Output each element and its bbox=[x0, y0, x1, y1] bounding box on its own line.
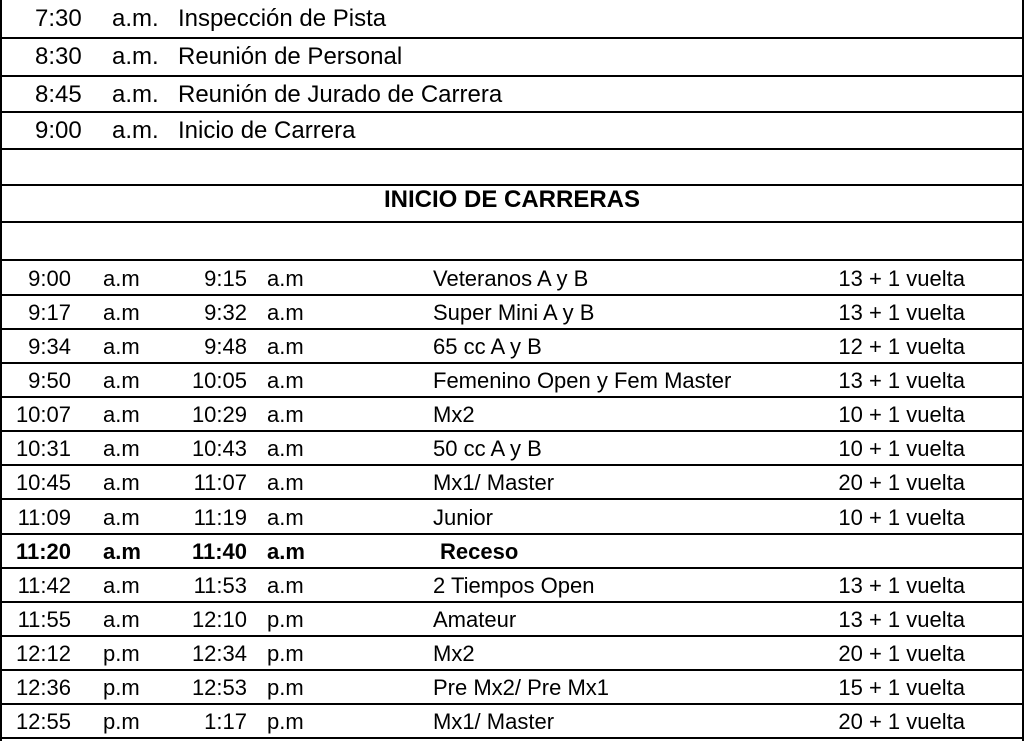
race-start-time: 10:45 bbox=[15, 470, 71, 495]
race-start-ampm: a.m bbox=[103, 334, 140, 359]
race-end-time: 9:32 bbox=[204, 300, 247, 325]
race-category: Amateur bbox=[433, 607, 517, 632]
race-end-time: 12:34 bbox=[191, 641, 247, 666]
schedule-time: 8:30 bbox=[35, 43, 82, 70]
race-laps: 20 + 1 vuelta bbox=[838, 709, 965, 734]
race-row bbox=[0, 261, 1024, 295]
race-row bbox=[0, 397, 1024, 431]
schedule-ampm: a.m. bbox=[112, 5, 159, 32]
race-start-ampm: a.m bbox=[103, 368, 140, 393]
row-divider bbox=[0, 328, 1024, 330]
schedule-event: Inicio de Carrera bbox=[178, 117, 356, 144]
race-row bbox=[0, 363, 1024, 397]
race-row bbox=[0, 431, 1024, 465]
race-start-time: 11:09 bbox=[17, 505, 71, 530]
race-row bbox=[0, 568, 1024, 602]
race-row bbox=[0, 465, 1024, 499]
race-start-time: 12:36 bbox=[15, 675, 71, 700]
race-category: Super Mini A y B bbox=[433, 300, 595, 325]
race-start-ampm: a.m bbox=[103, 505, 140, 530]
race-start-ampm: p.m bbox=[103, 709, 140, 734]
race-row bbox=[0, 704, 1024, 738]
race-end-ampm: a.m bbox=[267, 266, 304, 291]
race-laps: 13 + 1 vuelta bbox=[838, 607, 965, 632]
row-divider bbox=[0, 703, 1024, 705]
row-divider bbox=[0, 259, 1024, 261]
race-end-time: 12:10 bbox=[191, 607, 247, 632]
race-row bbox=[0, 636, 1024, 670]
schedule-ampm: a.m. bbox=[112, 81, 159, 108]
race-start-ampm: p.m bbox=[103, 641, 140, 666]
race-category: Veteranos A y B bbox=[433, 266, 589, 291]
race-start-time: 11:20 bbox=[15, 539, 71, 564]
race-category: Mx1/ Master bbox=[433, 470, 555, 495]
race-start-ampm: a.m bbox=[103, 300, 140, 325]
row-divider bbox=[0, 430, 1024, 432]
schedule-ampm: a.m. bbox=[112, 117, 159, 144]
race-end-ampm: p.m bbox=[267, 675, 304, 700]
race-end-time: 9:15 bbox=[204, 266, 247, 291]
race-laps: 10 + 1 vuelta bbox=[838, 402, 965, 427]
race-laps: 13 + 1 vuelta bbox=[838, 266, 965, 291]
race-start-ampm: a.m bbox=[103, 607, 140, 632]
row-divider bbox=[0, 111, 1024, 113]
race-end-ampm: a.m bbox=[267, 334, 304, 359]
race-start-time: 10:07 bbox=[15, 402, 71, 427]
row-divider bbox=[0, 37, 1024, 39]
race-category: Receso bbox=[440, 539, 519, 564]
race-laps: 20 + 1 vuelta bbox=[838, 641, 965, 666]
row-divider bbox=[0, 737, 1024, 739]
race-start-time: 12:12 bbox=[15, 641, 71, 666]
row-divider bbox=[0, 75, 1024, 77]
race-start-ampm: p.m bbox=[103, 675, 140, 700]
race-laps: 10 + 1 vuelta bbox=[838, 436, 965, 461]
race-laps: 12 + 1 vuelta bbox=[838, 334, 965, 359]
race-end-time: 10:05 bbox=[191, 368, 247, 393]
schedule-event: Inspección de Pista bbox=[178, 5, 387, 32]
race-start-time: 11:55 bbox=[17, 607, 71, 632]
schedule-ampm: a.m. bbox=[112, 43, 159, 70]
race-laps: 13 + 1 vuelta bbox=[838, 300, 965, 325]
race-category: 65 cc A y B bbox=[433, 334, 542, 359]
race-row bbox=[0, 295, 1024, 329]
race-laps: 13 + 1 vuelta bbox=[838, 573, 965, 598]
race-laps: 15 + 1 vuelta bbox=[838, 675, 965, 700]
race-start-time: 9:00 bbox=[28, 266, 71, 291]
row-divider bbox=[0, 362, 1024, 364]
race-category: Mx2 bbox=[433, 641, 475, 666]
race-end-time: 11:07 bbox=[193, 470, 247, 495]
race-laps: 13 + 1 vuelta bbox=[838, 368, 965, 393]
race-end-ampm: p.m bbox=[267, 641, 304, 666]
race-start-ampm: a.m bbox=[103, 266, 140, 291]
race-end-ampm: a.m bbox=[267, 300, 304, 325]
race-start-time: 9:34 bbox=[28, 334, 71, 359]
race-end-ampm: p.m bbox=[267, 709, 304, 734]
row-divider bbox=[0, 498, 1024, 500]
race-row bbox=[0, 602, 1024, 636]
schedule-event: Reunión de Jurado de Carrera bbox=[178, 81, 503, 108]
race-category: Mx1/ Master bbox=[433, 709, 555, 734]
row-divider bbox=[0, 294, 1024, 296]
race-end-time: 10:43 bbox=[191, 436, 247, 461]
race-end-time: 11:40 bbox=[191, 539, 247, 564]
race-end-time: 9:48 bbox=[204, 334, 247, 359]
schedule-row bbox=[0, 38, 1024, 76]
row-divider bbox=[0, 601, 1024, 603]
race-category: 50 cc A y B bbox=[433, 436, 542, 461]
race-end-ampm: a.m bbox=[267, 539, 305, 564]
schedule-time: 7:30 bbox=[35, 5, 82, 32]
race-end-ampm: a.m bbox=[267, 436, 304, 461]
race-end-time: 11:53 bbox=[193, 573, 247, 598]
race-category: Junior bbox=[433, 505, 493, 530]
race-end-time: 11:19 bbox=[193, 505, 247, 530]
race-end-ampm: p.m bbox=[267, 607, 304, 632]
row-divider bbox=[0, 567, 1024, 569]
row-divider bbox=[0, 184, 1024, 186]
race-start-time: 9:50 bbox=[28, 368, 71, 393]
race-end-ampm: a.m bbox=[267, 368, 304, 393]
race-laps: 10 + 1 vuelta bbox=[838, 505, 965, 530]
schedule-row bbox=[0, 112, 1024, 150]
race-end-ampm: a.m bbox=[267, 573, 304, 598]
race-start-time: 9:17 bbox=[28, 300, 71, 325]
race-row bbox=[0, 670, 1024, 704]
schedule-row bbox=[0, 76, 1024, 114]
row-divider bbox=[0, 635, 1024, 637]
schedule-time: 9:00 bbox=[35, 117, 82, 144]
race-end-ampm: a.m bbox=[267, 505, 304, 530]
race-category: Pre Mx2/ Pre Mx1 bbox=[433, 675, 610, 700]
race-category: Femenino Open y Fem Master bbox=[433, 368, 732, 393]
row-divider bbox=[0, 464, 1024, 466]
race-end-time: 1:17 bbox=[204, 709, 247, 734]
row-divider bbox=[0, 533, 1024, 535]
race-end-ampm: a.m bbox=[267, 402, 304, 427]
race-start-time: 12:55 bbox=[15, 709, 71, 734]
race-start-time: 10:31 bbox=[15, 436, 71, 461]
race-row bbox=[0, 329, 1024, 363]
race-end-ampm: a.m bbox=[267, 470, 304, 495]
schedule-time: 8:45 bbox=[35, 81, 82, 108]
race-end-time: 10:29 bbox=[191, 402, 247, 427]
race-category: Mx2 bbox=[433, 402, 475, 427]
race-start-ampm: a.m bbox=[103, 402, 140, 427]
race-start-ampm: a.m bbox=[103, 539, 141, 564]
race-row bbox=[0, 500, 1024, 534]
race-end-time: 12:53 bbox=[191, 675, 247, 700]
schedule-event: Reunión de Personal bbox=[178, 43, 403, 70]
race-row-break bbox=[0, 534, 1024, 568]
race-start-ampm: a.m bbox=[103, 470, 140, 495]
schedule-row bbox=[0, 0, 1024, 38]
row-divider bbox=[0, 396, 1024, 398]
race-laps: 20 + 1 vuelta bbox=[838, 470, 965, 495]
row-divider bbox=[0, 148, 1024, 150]
row-divider bbox=[0, 221, 1024, 223]
race-start-ampm: a.m bbox=[103, 436, 140, 461]
race-start-time: 11:42 bbox=[17, 573, 71, 598]
row-divider bbox=[0, 669, 1024, 671]
section-title: INICIO DE CARRERAS bbox=[383, 186, 641, 213]
race-start-ampm: a.m bbox=[103, 573, 140, 598]
race-category: 2 Tiempos Open bbox=[433, 573, 595, 598]
